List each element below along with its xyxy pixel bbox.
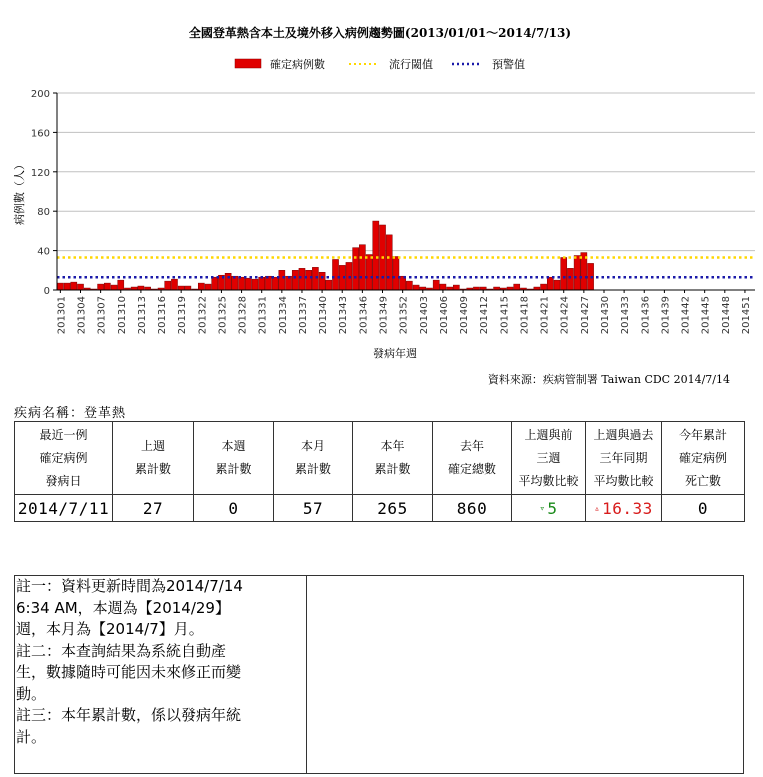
bar — [514, 284, 520, 290]
bar — [393, 257, 399, 290]
x-tick-label: 201427 — [579, 296, 591, 335]
x-tick-label: 201439 — [660, 296, 672, 335]
bar — [138, 286, 144, 290]
header-last-year-total — [433, 422, 512, 495]
bar — [561, 257, 567, 290]
y-tick-label: 160 — [30, 128, 50, 140]
bar — [292, 270, 298, 290]
note-line: 註一：資料更新時間為2014/7/14 — [16, 577, 243, 595]
y-axis-label: 病例數（人） — [13, 159, 26, 225]
bar — [165, 281, 171, 290]
header-text: 平均數比較 — [518, 473, 579, 488]
x-axis-label: 發病年週 — [373, 347, 417, 360]
grid-lines — [57, 93, 755, 251]
cell-last-onset: 2014/7/11 — [15, 495, 113, 522]
header-text: 累計數 — [215, 462, 252, 476]
bar — [567, 268, 573, 290]
bar — [440, 284, 446, 290]
cell-last-year-total: 860 — [433, 495, 512, 522]
header-text: 本週 — [221, 439, 246, 453]
header-last-week — [113, 422, 194, 495]
bar — [373, 221, 379, 290]
bar — [239, 277, 245, 290]
x-tick-label: 201337 — [297, 296, 309, 335]
x-tick-label: 201322 — [197, 296, 209, 335]
bar — [64, 283, 70, 290]
header-text: 平均數比較 — [593, 473, 654, 488]
bar — [225, 273, 231, 290]
table-row — [15, 495, 745, 522]
x-tick-label: 201334 — [277, 296, 289, 335]
bar — [353, 248, 359, 290]
bar — [406, 281, 412, 290]
note-line: 計。 — [16, 727, 47, 746]
bar — [252, 279, 258, 290]
bar-series — [57, 221, 593, 290]
bar — [98, 284, 104, 290]
x-tick-label: 201424 — [559, 296, 571, 335]
x-tick-label: 201340 — [318, 296, 330, 335]
note-line: 6:34 AM，本週為【2014/29】 — [16, 598, 230, 617]
header-text: 確定病例 — [678, 450, 727, 465]
table-header-row — [15, 422, 745, 495]
bar — [541, 284, 547, 290]
header-text: 上週與前 — [524, 427, 573, 442]
cell-this-month: 57 — [274, 495, 353, 522]
y-tick-label: 40 — [37, 246, 50, 258]
x-tick-label: 201307 — [96, 296, 108, 335]
note-line: 動。 — [16, 684, 47, 703]
bar — [299, 268, 305, 290]
x-tick-label: 201343 — [338, 296, 350, 335]
x-tick-label: 201346 — [358, 296, 370, 335]
bar — [104, 283, 110, 290]
bar — [245, 278, 251, 290]
x-tick-label: 201421 — [539, 296, 551, 335]
header-text: 死亡數 — [684, 473, 721, 488]
x-tick-label: 201412 — [479, 296, 491, 335]
bar — [433, 280, 439, 290]
y-tick-label: 200 — [30, 89, 50, 100]
chart-title: 全國登革熱含本土及境外移入病例趨勢圖(2013/01/01～2014/7/13) — [188, 26, 572, 40]
cell-this-year: 265 — [353, 495, 433, 522]
header-text: 累計數 — [294, 462, 331, 476]
header-text: 三年同期 — [599, 450, 648, 465]
header-text: 去年 — [459, 439, 484, 453]
bar — [57, 283, 63, 290]
header-text: 發病日 — [45, 473, 82, 488]
notes-box — [14, 575, 744, 774]
header-this-year — [353, 422, 433, 495]
x-tick-label: 201310 — [116, 296, 128, 335]
bar — [171, 279, 177, 290]
header-text: 確定總數 — [447, 462, 496, 476]
bar — [366, 255, 372, 290]
chart-legend — [235, 57, 525, 71]
header-text: 本月 — [300, 439, 325, 453]
x-tick-label: 201406 — [438, 296, 450, 335]
header-text: 累計數 — [374, 462, 411, 476]
bar — [453, 285, 459, 290]
bar — [259, 277, 265, 290]
up-triangle-icon: ▵ — [594, 504, 601, 514]
bar — [178, 286, 184, 290]
y-tick-label: 120 — [30, 167, 50, 179]
y-tick-label: 0 — [43, 286, 50, 297]
header-text: 本年 — [380, 439, 405, 453]
x-tick-label: 201316 — [157, 296, 169, 335]
note-line: 生，數據隨時可能因未來修正而變 — [16, 663, 242, 681]
cell-last-week: 27 — [113, 495, 194, 522]
x-tick-label: 201331 — [257, 296, 269, 335]
cell-this-week: 0 — [194, 495, 274, 522]
x-tick-label: 201325 — [217, 296, 229, 335]
bar — [574, 256, 580, 290]
bar — [332, 259, 338, 290]
x-tick-label: 201409 — [459, 296, 471, 335]
header-last-onset — [15, 422, 113, 495]
note-line: 註二：本查詢結果為系統自動產 — [16, 641, 227, 660]
cmp-3week-value: 5 — [547, 498, 558, 518]
x-tick-label: 201313 — [136, 296, 148, 335]
x-tick-label: 201433 — [620, 296, 632, 335]
x-tick-label: 201328 — [237, 296, 249, 335]
bar — [312, 267, 318, 290]
header-deaths — [662, 422, 745, 495]
header-text: 確定病例 — [39, 450, 88, 465]
bar — [547, 277, 553, 290]
x-tick-label: 201319 — [177, 296, 189, 335]
bar — [71, 282, 77, 290]
x-tick-label: 201442 — [680, 296, 692, 335]
x-tick-label: 201430 — [599, 296, 611, 335]
header-text: 今年累計 — [678, 427, 727, 442]
bar — [77, 284, 83, 290]
source-note: 資料來源：疾病管制署 Taiwan CDC 2014/7/14 — [487, 373, 730, 386]
bar — [118, 280, 124, 290]
cmp-3year-value: 16.33 — [602, 498, 653, 518]
x-tick-label: 201448 — [720, 296, 732, 335]
bar — [111, 285, 117, 290]
cell-deaths: 0 — [662, 495, 745, 522]
bar — [279, 270, 285, 290]
header-text: 上週 — [140, 439, 165, 453]
x-tick-label: 201436 — [640, 296, 652, 335]
bar — [306, 270, 312, 290]
note-line: 註三：本年累計數，係以發病年統 — [16, 706, 242, 724]
bar — [326, 280, 332, 290]
disease-name: 疾病名稱：登革熱 — [14, 406, 127, 421]
x-tick-label: 201301 — [56, 296, 68, 335]
down-triangle-icon: ▿ — [539, 504, 546, 514]
legend-label-epidemic-threshold: 流行閾值 — [389, 58, 433, 71]
header-cmp-3week — [512, 422, 586, 495]
notes-text — [15, 576, 307, 773]
x-tick-label: 201352 — [398, 296, 410, 335]
x-tick-label: 201403 — [418, 296, 430, 335]
header-text: 三週 — [536, 450, 561, 465]
x-tick-label: 201349 — [378, 296, 390, 335]
legend-swatch-confirmed — [235, 59, 261, 68]
legend-label-confirmed: 確定病例數 — [270, 58, 325, 71]
bar — [359, 245, 365, 290]
x-tick-label: 201445 — [700, 296, 712, 335]
cell-cmp-3year — [586, 495, 662, 522]
y-tick-label: 80 — [37, 207, 50, 219]
threshold-lines — [57, 257, 755, 277]
x-tick-label: 201415 — [499, 296, 511, 335]
note-line: 週，本月為【2014/7】月。 — [16, 620, 204, 638]
legend-label-warning: 預警值 — [492, 58, 525, 71]
bar — [198, 283, 204, 290]
bar — [319, 272, 325, 290]
header-text: 最近一例 — [39, 427, 88, 442]
header-text: 上週與過去 — [593, 427, 654, 442]
bar — [185, 286, 191, 290]
header-text: 累計數 — [134, 462, 171, 476]
bar — [386, 235, 392, 290]
cell-cmp-3week — [512, 495, 586, 522]
header-this-week — [194, 422, 274, 495]
stats-table — [14, 421, 745, 522]
header-this-month — [274, 422, 353, 495]
x-tick-label: 201451 — [740, 296, 752, 335]
bar — [554, 280, 560, 290]
x-tick-label: 201418 — [519, 296, 531, 335]
x-tick-label: 201304 — [76, 296, 88, 335]
bar — [413, 285, 419, 290]
header-cmp-3year — [586, 422, 662, 495]
bar — [212, 277, 218, 290]
bar — [272, 277, 278, 290]
bar — [205, 284, 211, 290]
